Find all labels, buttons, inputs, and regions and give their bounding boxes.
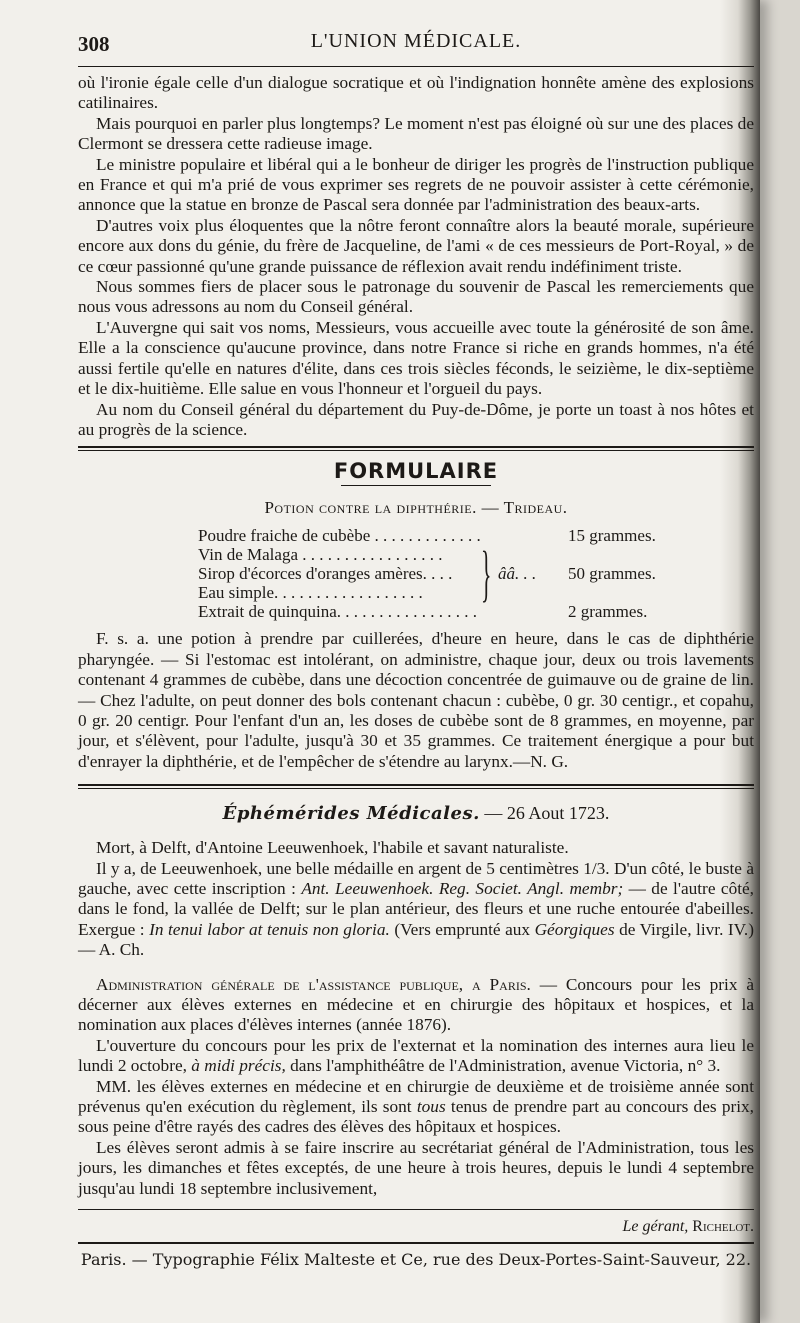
running-title: L'UNION MÉDICALE. <box>310 30 522 52</box>
text-run: — Concours pour les prix à décerner aux élèves externes en médecine et en chirurgie des hôpitaux et hospices, et la nomination aux places d'élèves internes (année 1876). <box>78 974 755 1035</box>
page-number: 308 <box>78 32 110 56</box>
ingredient-row <box>198 583 678 602</box>
spacer <box>78 961 754 975</box>
ingredient-qty: 2 grammes. <box>568 602 648 622</box>
printer-imprint: Paris. — Typographie Félix Malteste et Ce, rue des Deux-Portes-Saint-Sauveur, 22. <box>80 1250 752 1270</box>
text-column <box>78 26 754 1269</box>
ingredient-row <box>198 545 678 564</box>
signature-rule <box>78 1209 754 1210</box>
section-rule <box>78 784 754 786</box>
speech-paragraph: où l'ironie égale celle d'un dialogue socratique et où l'indignation honnête amène des explosions catilinaires. <box>78 73 754 113</box>
text-run: MM. les élèves externes en médecine et en chirurgie de deuxième et de troisième année sont prévenus qu'en exécution du règlement, ils sont <box>78 1076 754 1117</box>
text-run: Il y a, de Leeuwenhoek, une belle médaille en argent de 5 centimètres 1/3. D'un côté, le buste à gauche, avec cette inscription : <box>78 858 754 898</box>
text-run: dans l'amphithéâtre de l'Administration, avenue Victoria, n° 3. <box>285 1056 721 1076</box>
signature-label: Le gérant, <box>622 1218 689 1236</box>
brace-glyph: } <box>481 540 492 609</box>
speech-paragraph: L'Auvergne qui sait vos noms, Messieurs, vous accueille avec toute la générosité de son âme. Elle a la conscience qu'aucune province, dans notre France si riche en grands hommes, n'a été aussi fertile qu'elle en natures d'élite, dans ces trois siècles féconds, le seizième, le dix-septième et le dix-huitième. Elle salue en vous l'honneur et l'orgueil du pays. <box>78 317 754 399</box>
ingredient-group <box>198 540 678 609</box>
speech-paragraph: Au nom du Conseil général du département du Puy-de-Dôme, je porte un toast à nos hôtes et au progrès de la science. <box>78 399 754 439</box>
administration-heading: Administration générale de l'assistance publique, a Paris. <box>96 974 531 994</box>
section-rule <box>78 446 754 448</box>
georgiques-text: Géorgiques <box>534 919 615 939</box>
text-run: — de l'autre côté, dans le fond, la vallée de Delft; sur le plan antérieur, des fleurs et une ruche entourée d'abeilles. Exergue : <box>78 878 755 939</box>
inscription-text: Ant. Leeuwenhoek. Reg. Societ. Angl. membr; <box>301 878 624 898</box>
ingredient-row <box>198 526 678 545</box>
ingredient-name: Sirop d'écorces d'oranges amères. . . . <box>198 564 453 584</box>
prescription-list <box>198 526 678 621</box>
ephemerides-paragraph: Mort, à Delft, d'Antoine Leeuwenhoek, l'habile et savant naturaliste. <box>96 838 569 858</box>
ephemerides-heading: Éphémérides Médicales. <box>222 803 480 825</box>
formulaire-title: FORMULAIRE <box>333 459 499 484</box>
administration-paragraph <box>78 975 754 1036</box>
text-run: tenus de prendre part au concours des prix, sous peine d'être rayés des cadres des élèves des hôpitaux et hospices. <box>78 1097 754 1137</box>
speech-paragraph: Nous sommes fiers de placer sous le patronage du souvenir de Pascal les remerciements que nous vous adressons au nom du Conseil général. <box>78 277 754 317</box>
ingredient-row <box>198 602 678 621</box>
ingredient-name: Extrait de quinquina. . . . . . . . . . . . . . . . . <box>198 602 478 622</box>
text-run: (Vers emprunté aux <box>389 919 535 939</box>
header-rule <box>78 66 754 67</box>
administration-paragraph <box>78 1036 754 1077</box>
signature-name: Richelot. <box>692 1218 754 1236</box>
speech-paragraph: D'autres voix plus éloquentes que la nôtre feront connaître alors la beauté morale, supérieure encore aux dons du génie, du frère de Jacqueline, de l'ami « de ces messieurs de Port-Royal, » de ce cœur passionné qu'une grande puissance de réflexion avait rendu indéfiniment triste. <box>78 215 754 276</box>
ingredient-qty: 50 grammes. <box>568 564 656 584</box>
ingredient-name: Poudre fraiche de cubèbe . . . . . . . . . . . . . <box>198 526 481 546</box>
exergue-text: In tenui labor at tenuis non gloria. <box>149 919 390 939</box>
ephemerides-title <box>78 803 754 824</box>
footer-rule <box>78 1242 754 1244</box>
title-underline <box>341 485 491 486</box>
signature <box>78 1218 754 1236</box>
ingredient-row <box>198 564 678 583</box>
administration-paragraph: Les élèves seront admis à se faire inscrire au secrétariat général de l'Administration, tous les jours, les dimanches et fêtes exceptés, de une heure à trois heures, depuis le lundi 4 septembre jusqu'au lundi 18 septembre inclusivement, <box>78 1137 754 1198</box>
ephemerides-date: — 26 Aout 1723. <box>484 803 610 824</box>
emphasis-text: tous <box>416 1097 446 1117</box>
ephemerides-paragraph <box>78 859 754 961</box>
speech-paragraph: Mais pourquoi en parler plus longtemps? Le moment n'est pas éloigné où sur une des places de Clermont se dressera cette radieuse image. <box>78 113 754 154</box>
text-run: de Virgile, livr. IV.) — A. Ch. <box>78 919 754 960</box>
speech-paragraph: Le ministre populaire et libéral qui a le bonheur de diriger les progrès de l'instruction publique en France et qui m'a prié de vous exprimer ses regrets de ne pouvoir assister à cette cérémonie, annonce que la statue en bronze de Pascal sera donnée par l'administration des beaux-arts. <box>78 154 754 215</box>
ana-label: ââ. . . <box>498 564 537 584</box>
speech-section <box>78 73 754 440</box>
ingredient-name: Eau simple. . . . . . . . . . . . . . . . . . <box>198 583 423 603</box>
section-rule-thin <box>78 450 754 451</box>
formulaire-subtitle: Potion contre la diphthérie. — Trideau. <box>264 498 568 518</box>
section-rule-thin <box>78 788 754 789</box>
ingredient-name: Vin de Malaga . . . . . . . . . . . . . . . . . <box>198 545 443 565</box>
emphasis-text: à midi précis, <box>191 1056 286 1076</box>
text-run: L'ouverture du concours pour les prix de l'externat et la nomination des internes aura lieu le lundi 2 octobre, <box>78 1035 754 1076</box>
ingredient-qty: 15 grammes. <box>568 526 656 546</box>
page-header <box>78 26 754 66</box>
administration-paragraph <box>78 1077 754 1138</box>
formulaire-text: F. s. a. une potion à prendre par cuillerées, d'heure en heure, dans le cas de diphthérie pharyngée. — Si l'estomac est intolérant, on administre, chaque jour, deux ou trois lavements contenant 4 grammes de cubèbe, dans une décoction concentrée de guimauve ou de graine de lin. — Chez l'adulte, on peut donner des bols contenant chacun : cubèbe, 0 gr. 30 centigr., et copahu, 0 gr. 20 centigr. Pour l'enfant d'un an, les doses de cubèbe sont de 8 grammes, en moyenne, par jour, et s'élèvent, pour l'adulte, jusqu'à 30 et 35 grammes. Ce traitement énergique a pour but d'enrayer la diphthérie, et de l'empêcher de s'étendre au larynx.—N. G. <box>78 629 754 771</box>
